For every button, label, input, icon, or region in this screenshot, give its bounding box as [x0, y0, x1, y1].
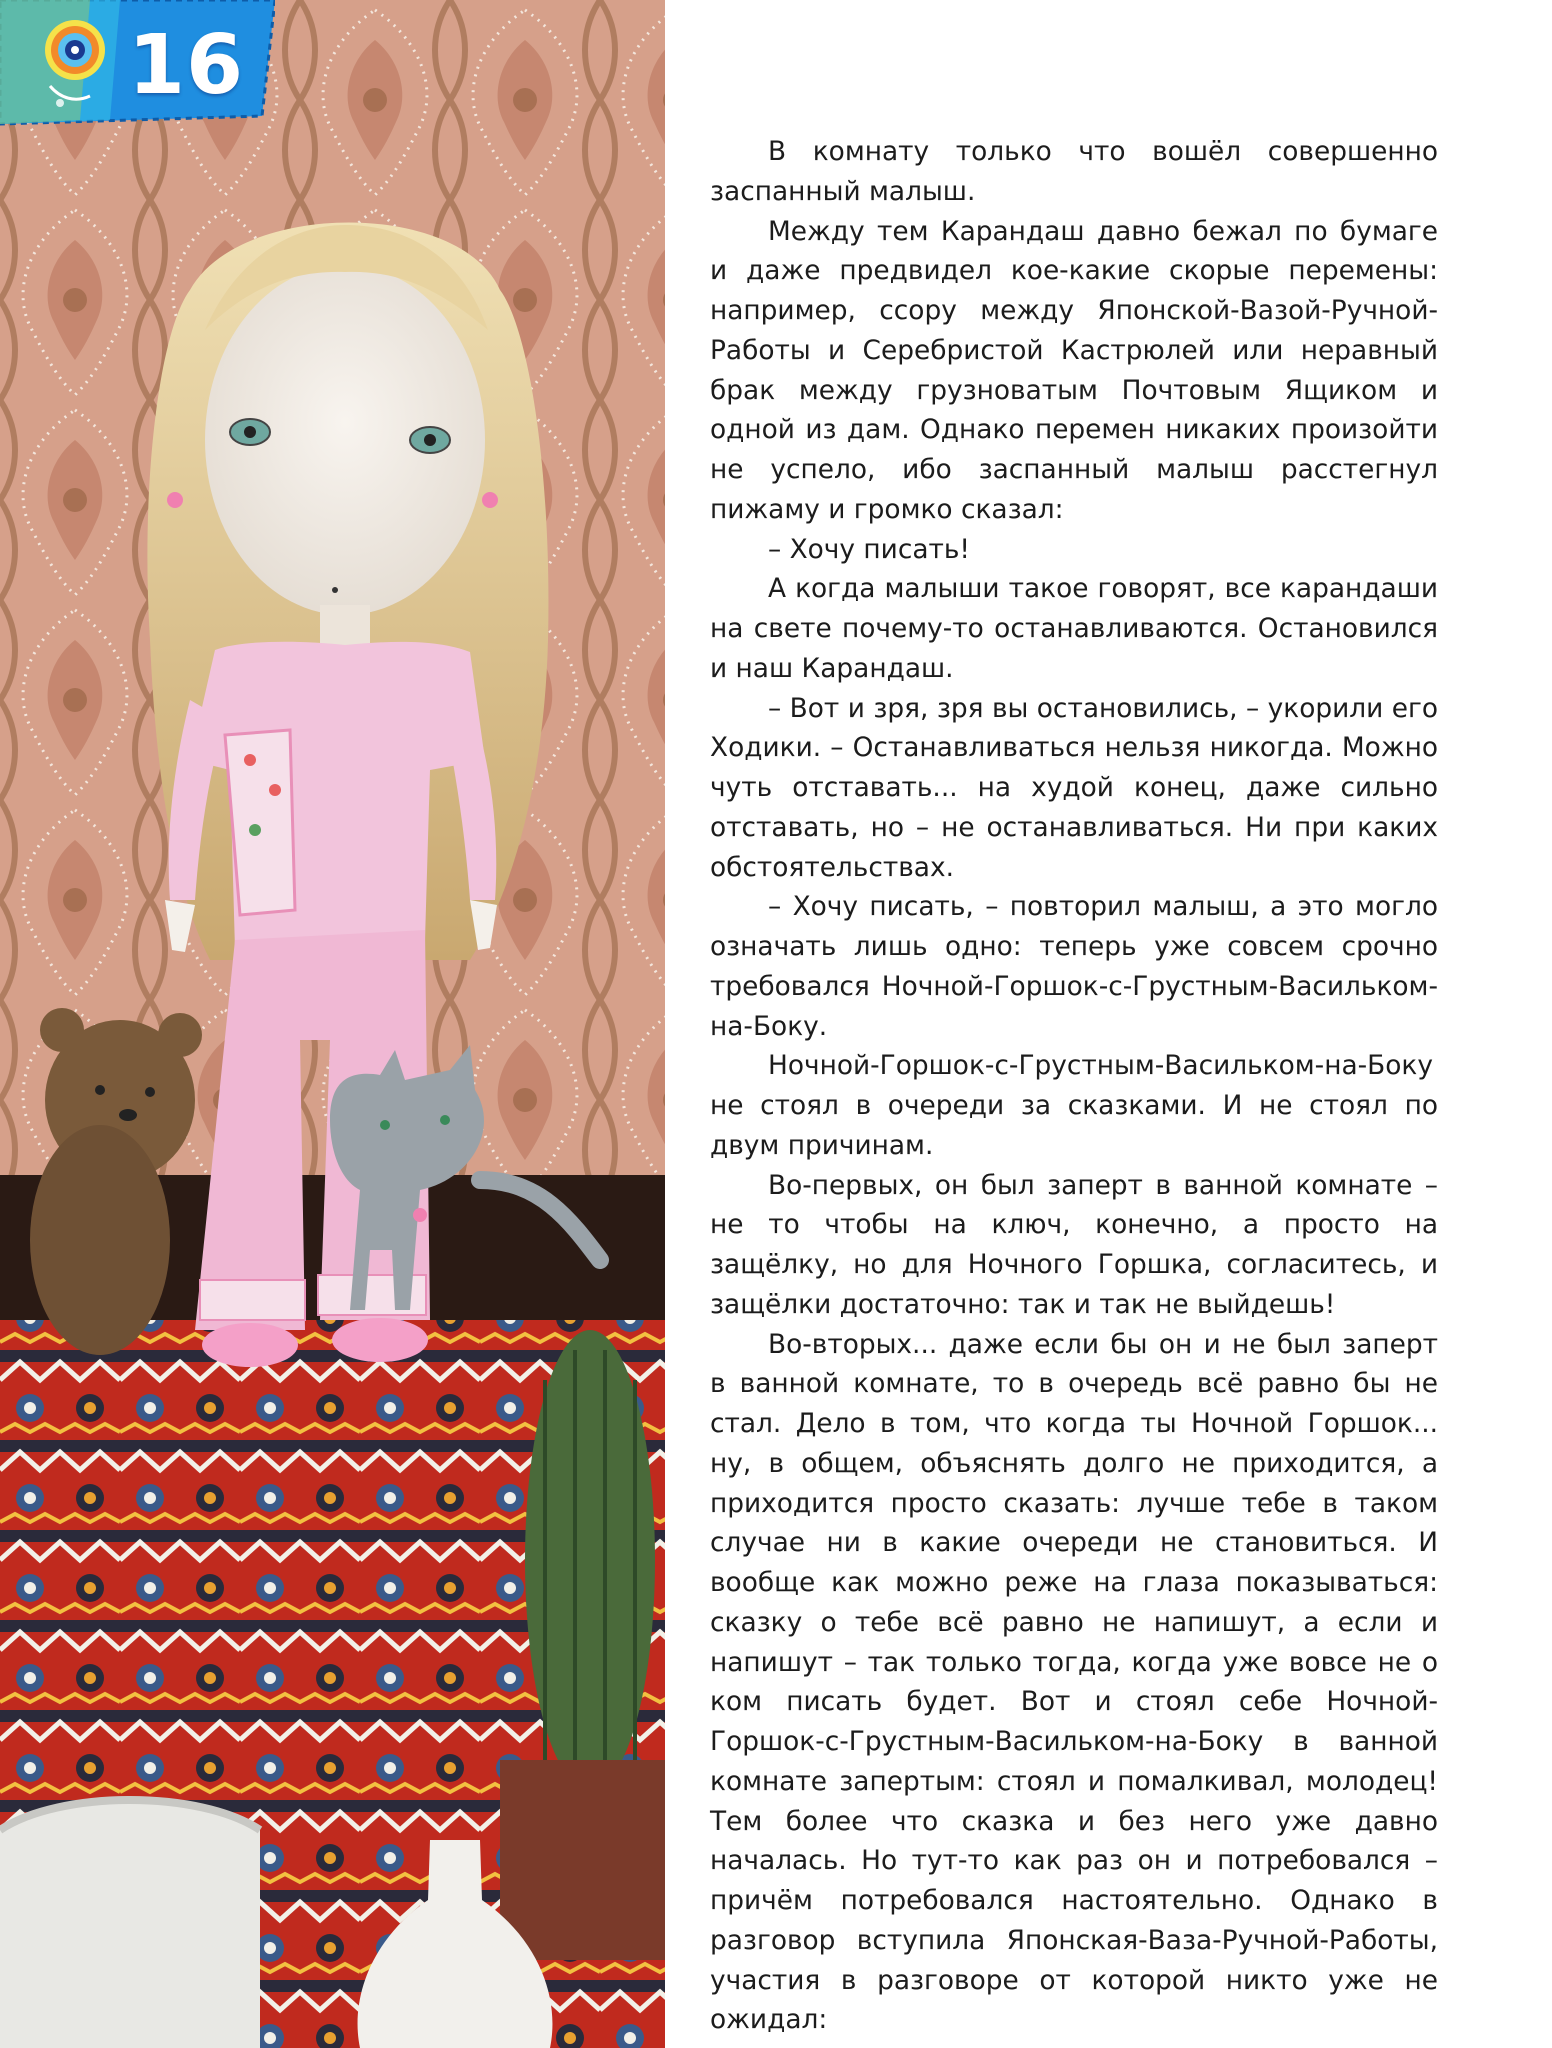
fish-eye-icon	[30, 8, 120, 118]
paragraph: Между тем Карандаш давно бежал по бумаге и даже предвидел кое-какие скорые перемены: например, ссору между Японской-Вазой-Ручной-Работы и Серебристой Кастрюлей или неравный брак между грузноватым Почтовым Ящиком и одной из дам. Однако перемен никаких произойти не успело, ибо заспанный малыш расстегнул пижаму и громко сказал:	[710, 215, 1438, 525]
paragraph: – Хочу писать, – повторил малыш, а это могло означать лишь одно: теперь уже совсем срочно требовался Ночной-Горшок-с-Грустным-Васильком-на-Боку.	[710, 891, 1438, 1042]
paragraph: Ночной-Горшок-с-Грустным-Васильком-на-Боку не стоял в очереди за сказками. И не стоял по двум причинам.	[710, 1050, 1438, 1161]
paragraph: А когда малыши такое говорят, все карандаши на свете почему-то останавливаются. Остановился и наш Карандаш.	[710, 573, 1438, 684]
paragraph: Во-вторых... даже если бы он и не был заперт в ванной комнате, то в очередь всё равно бы не стал. Дело в том, что когда ты Ночной Горшок... ну, в общем, объяснять долго не приходится, а приходится просто сказать: лучше тебе в таком случае ни в какие очереди не становиться. И вообще как можно реже на глаза показываться: сказку о тебе всё равно не напишут, а если и напишут – так только тогда, когда уже вовсе не о ком писать будет. Вот и стоял себе Ночной-Горшок-с-Грустным-Васильком-на-Боку в ванной комнате запертым: стоял и помалкивал, молодец! Тем более что сказка и без него уже давно началась. Но тут-то как раз он и потребовался – причём потребовался настоятельно. Однако в разговор вступила Японская-Ваза-Ручной-Работы, участия в разговоре от которой никто уже не ожидал:	[710, 1328, 1438, 2036]
paragraph: Во-первых, он был заперт в ванной комнате – не то чтобы на ключ, конечно, а просто на защёлку, но для Ночного Горшка, согласитесь, и защёлки достаточно: так и так не выйдешь!	[710, 1169, 1438, 1320]
story-text	[710, 132, 1438, 2040]
page-number-badge	[0, 0, 275, 132]
paragraph: – Хочу писать!	[768, 533, 971, 565]
page-number: 16	[128, 18, 245, 113]
illustration-photo	[0, 0, 665, 2048]
paragraph: В комнату только что вошёл совершенно заспанный малыш.	[710, 136, 1438, 207]
paragraph: – Вот и зря, зря вы остановились, – укорили его Ходики. – Останавливаться нельзя никогда. Можно чуть отставать... на худой конец, даже сильно отставать, но – не останавливаться. Ни при каких обстоятельствах.	[710, 692, 1438, 883]
doll-photo-illustration	[0, 0, 665, 2048]
